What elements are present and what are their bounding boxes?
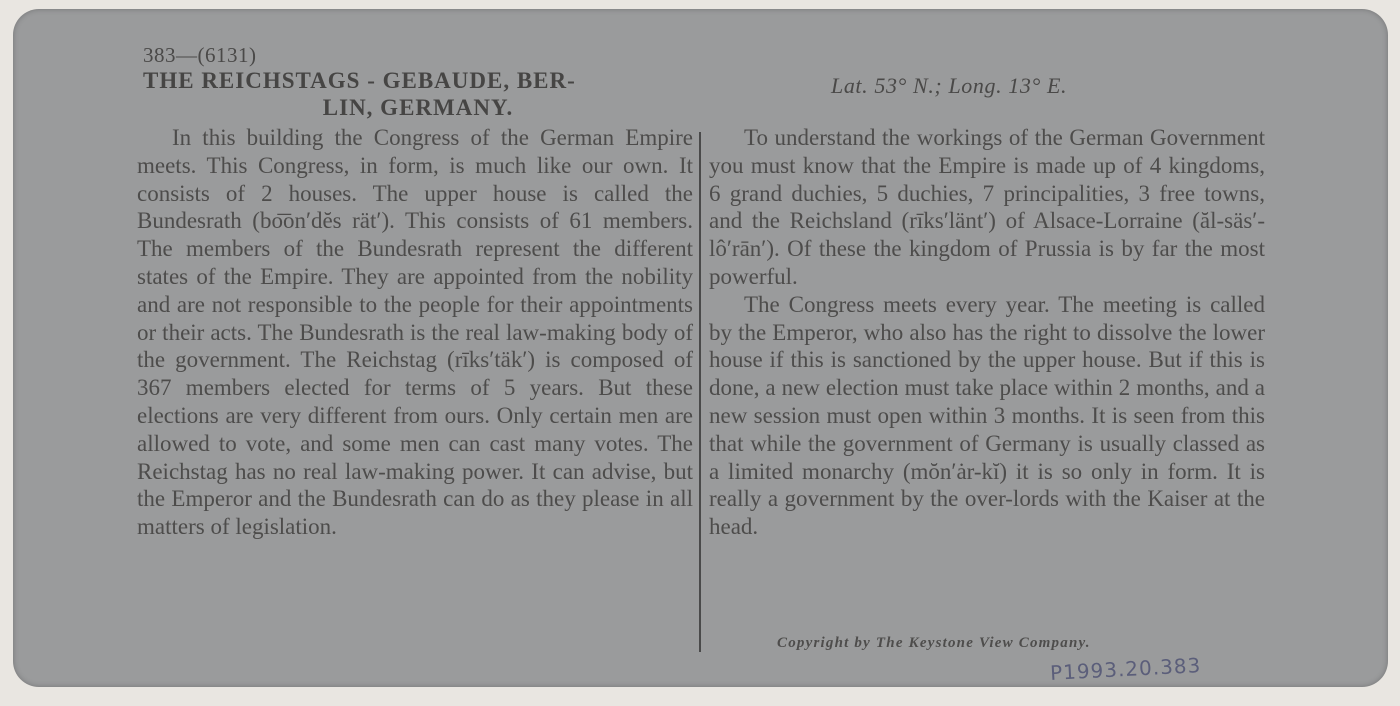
right-column-paragraph-1: To understand the workings of the German Government you must know that the Empire is made up of 4 kingdoms, 6 grand duchies, 5 duchies, 7 principalities, 3 free towns, and the Reichsland (rīks′länt′) of Alsace-Lorraine (ăl-säs′-lô′rān′). Of these the kingdom of Prussia is by far the most powerful. [709, 125, 1265, 289]
right-column [709, 124, 1265, 541]
column-divider [699, 132, 701, 652]
copyright-line: Copyright by The Keystone View Company. [777, 635, 1091, 651]
card-title [143, 67, 703, 121]
catalog-number: 383—(6131) [143, 43, 257, 67]
latitude-longitude: Lat. 53° N.; Long. 13° E. [831, 73, 1068, 98]
right-column-paragraph-2: The Congress meets every year. The meeting is called by the Emperor, who also has the right to dissolve the lower house if this is sanctioned by the upper house. But if this is done, a new election must take place within 2 months, and a new session must open within 3 months. It is seen from this that while the government of Germany is usually classed as a limited monarchy (mŏn′ȧr-kĭ) it is so only in form. It is really a government by the over-lords with the Kaiser at the head. [709, 291, 1265, 540]
title-line-2: LIN, GERMANY. [322, 95, 514, 120]
title-line-1: THE REICHSTAGS - GEBAUDE, BER- [143, 68, 576, 93]
left-column-paragraph: In this building the Congress of the German Empire meets. This Congress, in form, is much like our own. It consists of 2 houses. The upper house is called the Bundesrath (bo͞on′dĕs rät′). This consists of 61 members. The members of the Bundesrath represent the different states of the Empire. They are appointed from the nobility and are not responsible to the people for their appointments or their acts. The Bundesrath is the real law-making body of the government. The Reichstag (rīks′täk′) is composed of 367 members elected for terms of 5 years. But these elections are very different from ours. Only certain men are allowed to vote, and some men can cast many votes. The Reichstag has no real law-making power. It can advise, but the Emperor and the Bundesrath can do as they please in all matters of legislation. [137, 125, 693, 540]
left-column [137, 124, 693, 541]
stereoview-card-back [13, 9, 1388, 687]
accession-number-pencil: P1993.20.383 [1049, 653, 1202, 685]
